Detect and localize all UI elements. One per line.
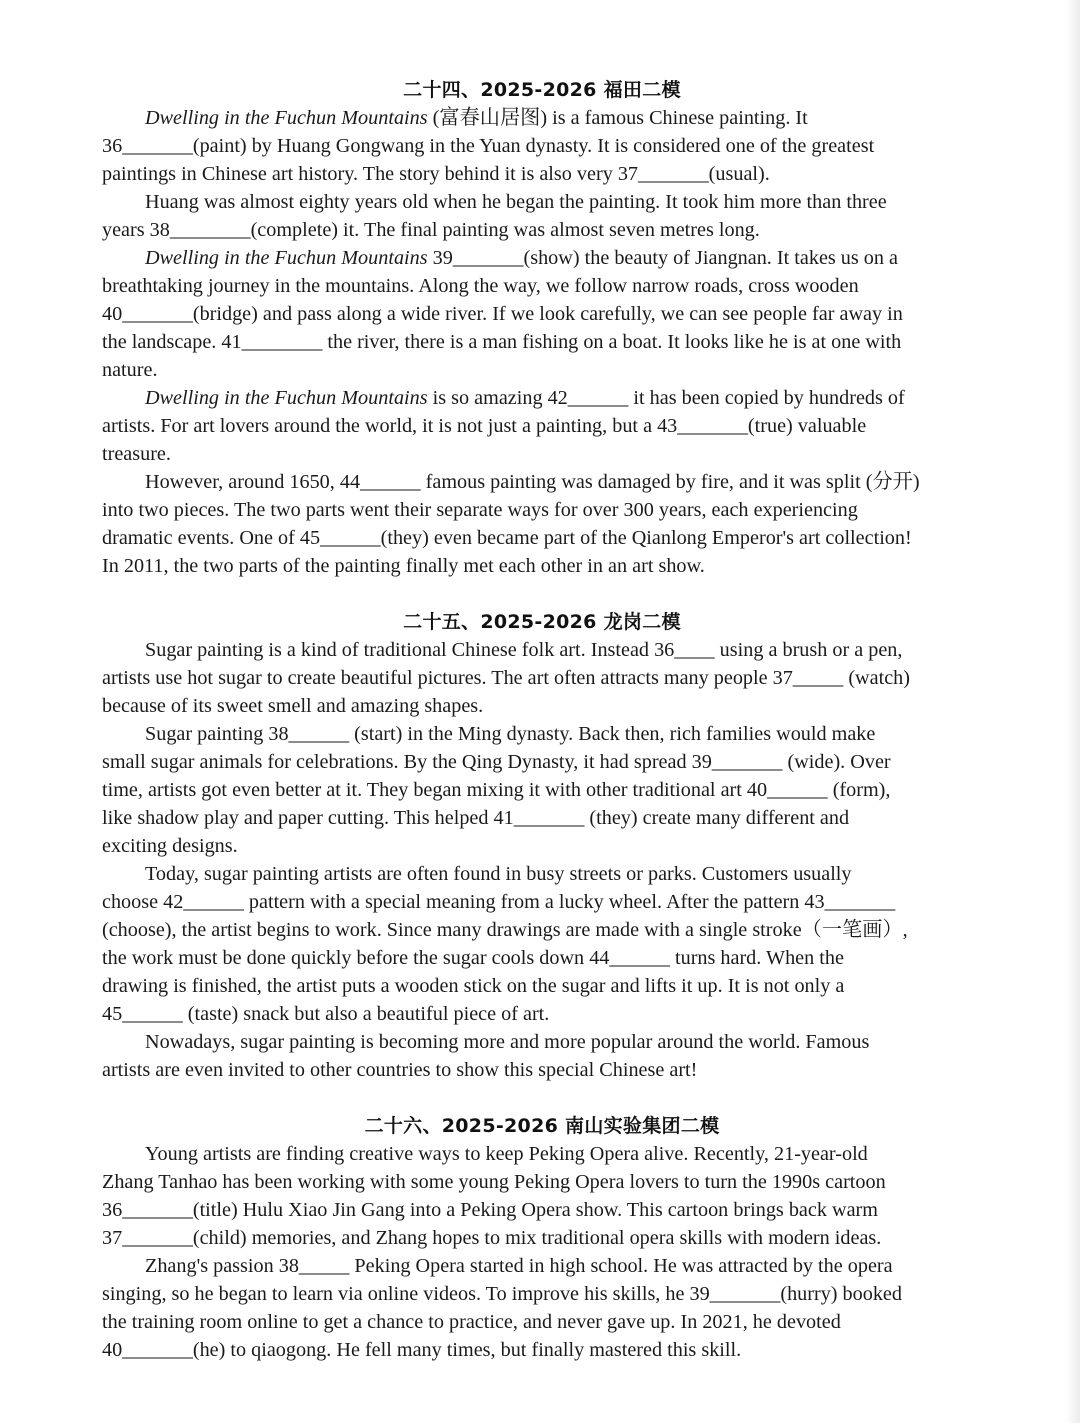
painting-title: Dwelling in the Fuchun Mountains [145, 387, 428, 409]
text-line: exciting designs. [102, 835, 238, 857]
text-line: the landscape. 41________ the river, there is a man fishing on a boat. It looks like he is at one with [102, 331, 902, 353]
text-line: time, artists got even better at it. They began mixing it with other traditional art 40______ (form), [102, 779, 891, 801]
section-nanshan [102, 1112, 982, 1364]
text-line: like shadow play and paper cutting. This helped 41_______ (they) create many different and [102, 807, 850, 829]
text-line: because of its sweet smell and amazing shapes. [102, 695, 484, 717]
painting-title: Dwelling in the Fuchun Mountains [145, 247, 428, 269]
section-heading: 二十四、2025-2026 福田二模 [403, 79, 681, 101]
section-longgang [102, 608, 982, 1084]
section-heading: 二十六、2025-2026 南山实验集团二模 [364, 1115, 720, 1137]
text-line: 40_______(bridge) and pass along a wide river. If we look carefully, we can see people far away in [102, 303, 903, 325]
paragraph [102, 860, 982, 1028]
text-line: 37_______(child) memories, and Zhang hopes to mix traditional opera skills with modern ideas. [102, 1227, 882, 1249]
text-line: 40_______(he) to qiaogong. He fell many times, but finally mastered this skill. [102, 1339, 742, 1361]
text-line: breathtaking journey in the mountains. Along the way, we follow narrow roads, cross wooden [102, 275, 859, 297]
text-line: paintings in Chinese art history. The story behind it is also very 37_______(usual). [102, 163, 770, 185]
text-line: singing, so he began to learn via online videos. To improve his skills, he 39_______(hurry) booked [102, 1283, 902, 1305]
section-futian [102, 76, 982, 580]
painting-title: Dwelling in the Fuchun Mountains [145, 107, 428, 129]
text-line: (choose), the artist begins to work. Since many drawings are made with a single stroke（一笔画）, [102, 919, 908, 941]
text-line: artists. For art lovers around the world, it is not just a painting, but a 43_______(true) valuable [102, 415, 867, 437]
paragraph [102, 1140, 982, 1252]
text-line: nature. [102, 359, 158, 381]
paragraph [102, 1252, 982, 1364]
text-line: the training room online to get a chance to practice, and never gave up. In 2021, he devoted [102, 1311, 841, 1333]
text-line: the work must be done quickly before the sugar cools down 44______ turns hard. When the [102, 947, 844, 969]
paragraph [102, 384, 982, 468]
paragraph [102, 636, 982, 720]
paragraph [102, 244, 982, 384]
text-line: Sugar painting is a kind of traditional Chinese folk art. Instead 36____ using a brush or a pen, [145, 639, 903, 661]
paragraph [102, 720, 982, 860]
text-line: Dwelling in the Fuchun Mountains is so amazing 42______ it has been copied by hundreds of [145, 387, 905, 409]
text-line: choose 42______ pattern with a special meaning from a lucky wheel. After the pattern 43_______ [102, 891, 896, 913]
text-line: In 2011, the two parts of the painting finally met each other in an art show. [102, 555, 705, 577]
paragraph [102, 188, 982, 244]
text-line: drawing is finished, the artist puts a wooden stick on the sugar and lifts it up. It is not only a [102, 975, 845, 997]
section-heading: 二十五、2025-2026 龙岗二模 [403, 611, 681, 633]
text-line: artists are even invited to other countries to show this special Chinese art! [102, 1059, 698, 1081]
text-line: 36_______(title) Hulu Xiao Jin Gang into a Peking Opera show. This cartoon brings back warm [102, 1199, 878, 1221]
text-line: However, around 1650, 44______ famous painting was damaged by fire, and it was split (分开) [145, 471, 920, 493]
text-line: Nowadays, sugar painting is becoming more and more popular around the world. Famous [145, 1031, 870, 1053]
text-line: treasure. [102, 443, 171, 465]
text-line: Zhang Tanhao has been working with some young Peking Opera lovers to turn the 1990s cartoon [102, 1171, 886, 1193]
text-line: artists use hot sugar to create beautiful pictures. The art often attracts many people 37_____ (watch) [102, 667, 910, 689]
text-line: Today, sugar painting artists are often found in busy streets or parks. Customers usually [145, 863, 852, 885]
text-line: Huang was almost eighty years old when he began the painting. It took him more than three [145, 191, 887, 213]
text-line: into two pieces. The two parts went their separate ways for over 300 years, each experiencing [102, 499, 858, 521]
paragraph [102, 468, 982, 580]
text-line: 45______ (taste) snack but also a beautiful piece of art. [102, 1003, 550, 1025]
text-line: Dwelling in the Fuchun Mountains 39_______(show) the beauty of Jiangnan. It takes us on a [145, 247, 898, 269]
text-line: Young artists are finding creative ways to keep Peking Opera alive. Recently, 21-year-old [145, 1143, 868, 1165]
paragraph [102, 1028, 982, 1084]
text-line: 36_______(paint) by Huang Gongwang in the Yuan dynasty. It is considered one of the greatest [102, 135, 875, 157]
page-edge-shadow [1066, 0, 1080, 1423]
paragraph [102, 104, 982, 188]
text-line: Dwelling in the Fuchun Mountains (富春山居图) is a famous Chinese painting. It [145, 107, 808, 129]
text-line: years 38________(complete) it. The final painting was almost seven metres long. [102, 219, 760, 241]
text-line: small sugar animals for celebrations. By the Qing Dynasty, it had spread 39_______ (wide). Over [102, 751, 891, 773]
text-line: Sugar painting 38______ (start) in the Ming dynasty. Back then, rich families would make [145, 723, 876, 745]
text-line: dramatic events. One of 45______(they) even became part of the Qianlong Emperor's art collection! [102, 527, 912, 549]
text-line: Zhang's passion 38_____ Peking Opera started in high school. He was attracted by the opera [145, 1255, 893, 1277]
